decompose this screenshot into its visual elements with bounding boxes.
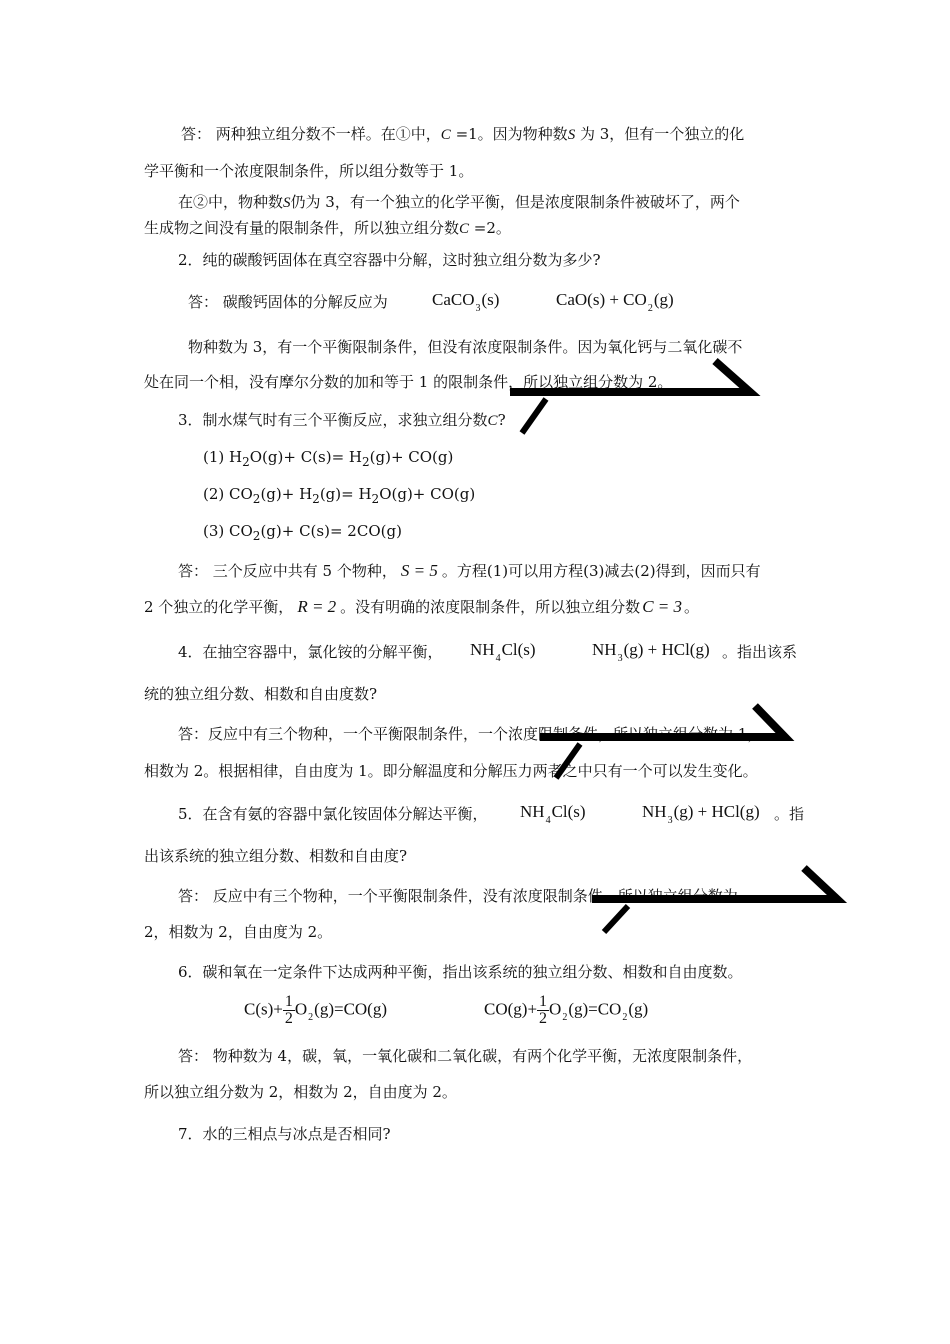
subscript: 2 xyxy=(312,492,320,506)
symbol-s: S xyxy=(567,127,576,143)
q3-answer-line1 xyxy=(178,561,761,581)
q4-question-a: 4．在抽空容器中，氯化铵的分解平衡， xyxy=(178,643,443,661)
numerator: 1 xyxy=(284,993,293,1010)
symbol-c: C xyxy=(440,127,451,143)
denominator: 2 xyxy=(284,1010,293,1027)
q4-question-c: 统的独立组分数、相数和自由度数? xyxy=(144,685,378,703)
q5-answer-line2: 2，相数为 2，自由度为 2。 xyxy=(144,923,333,941)
text: NH xyxy=(592,640,617,659)
q3-reaction-1 xyxy=(203,447,453,468)
q2-answer-prefix: 答： 碳酸钙固体的分解反应为 xyxy=(188,293,388,311)
text: =1。因为物种数 xyxy=(450,125,568,143)
symbol-c: C xyxy=(487,413,498,429)
q5-question-a: 5．在含有氨的容器中氯化铵固体分解达平衡， xyxy=(178,805,488,823)
text: 答： 两种独立组分数不一样。在①中， xyxy=(181,125,441,143)
q3-reaction-3 xyxy=(203,521,402,542)
q6-equation-1 xyxy=(244,994,387,1027)
fraction-half xyxy=(537,994,549,1027)
q2-answer-line2: 处在同一个相，没有摩尔分数的加和等于 1 的限制条件，所以独立组分数为 2。 xyxy=(144,373,673,391)
text: (g) xyxy=(653,290,674,309)
fraction-half xyxy=(283,994,295,1027)
subscript: 2 xyxy=(252,492,261,506)
text: NH xyxy=(642,802,667,821)
text: (g)= H xyxy=(319,485,372,503)
text: 仍为 3，有一个独立的化学平衡，但是浓度限制条件被破坏了，两个 xyxy=(290,193,740,211)
symbol-c: C xyxy=(459,221,470,237)
text: C(s)+ xyxy=(244,999,283,1019)
q2-equation-right xyxy=(556,290,674,313)
q6-answer-line2: 所以独立组分数为 2，相数为 2，自由度为 2。 xyxy=(144,1083,457,1101)
subscript: 2 xyxy=(622,1012,628,1024)
text: NH xyxy=(520,802,545,821)
q6-answer-line1: 答： 物种数为 4，碳，氧，一氧化碳和二氧化碳，有两个化学平衡，无浓度限制条件， xyxy=(178,1047,753,1065)
subscript: 2 xyxy=(252,529,261,543)
subscript: 2 xyxy=(308,1012,314,1024)
q3-reaction-2 xyxy=(203,484,475,505)
q7-question: 7．水的三相点与冰点是否相同? xyxy=(178,1125,391,1143)
subscript: 2 xyxy=(562,1012,568,1024)
subscript: 3 xyxy=(617,653,623,664)
text: 3．制水煤气时有三个平衡反应，求独立组分数 xyxy=(178,411,488,429)
text: (2) CO xyxy=(203,485,253,503)
q5-question-b: 。指 xyxy=(774,805,805,823)
q6-question: 6．碳和氧在一定条件下达成两种平衡，指出该系统的独立组分数、相数和自由度数。 xyxy=(178,963,743,981)
q1-answer-line1 xyxy=(181,124,744,145)
q5-equation-right xyxy=(642,802,760,825)
text: (s) xyxy=(481,290,500,309)
text: ? xyxy=(497,411,506,429)
text: 。 xyxy=(684,598,700,616)
equation-r: R = 2 xyxy=(297,597,337,616)
text: 为 3，但有一个独立的化 xyxy=(575,125,745,143)
q4-answer-line1: 答：反应中有三个物种，一个平衡限制条件，一个浓度限制条件，所以独立组分数为 1， xyxy=(178,725,763,743)
symbol-s: S xyxy=(283,195,291,211)
text: 在②中，物种数 xyxy=(178,193,284,211)
text: 生成物之间没有量的限制条件，所以独立组分数 xyxy=(144,219,460,237)
equilibrium-arrow-icon xyxy=(592,862,852,952)
q6-equation-2 xyxy=(484,994,648,1027)
equilibrium-arrow-icon xyxy=(540,700,810,790)
equation-s: S = 5 xyxy=(400,561,438,580)
text: (g) xyxy=(628,999,649,1019)
text: (1) H xyxy=(203,448,243,466)
text: O(g)+ CO(g) xyxy=(379,485,476,503)
text: 。方程(1)可以用方程(3)减去(2)得到，因而只有 xyxy=(441,562,761,580)
subscript: 4 xyxy=(495,653,501,664)
subscript: 2 xyxy=(371,492,380,506)
q4-question-b: 。指出该系 xyxy=(722,643,798,661)
text: CaCO xyxy=(432,290,475,309)
text: O(g)+ C(s)= H xyxy=(249,448,362,466)
q5-equation-left xyxy=(520,802,586,825)
q1-answer-line3 xyxy=(178,192,740,213)
text: CaO(s) + CO xyxy=(556,290,647,309)
q4-answer-line2: 相数为 2。根据相律，自由度为 1。即分解温度和分解压力两者之中只有一个可以发生变化。 xyxy=(144,762,758,780)
subscript: 2 xyxy=(647,303,653,314)
subscript: 2 xyxy=(242,455,250,469)
subscript: 3 xyxy=(475,303,481,314)
text: (g)+ H xyxy=(260,485,313,503)
text: (g)+ C(s)= 2CO(g) xyxy=(260,522,402,540)
q1-answer-line2: 学平衡和一个浓度限制条件，所以组分数等于 1。 xyxy=(144,162,474,180)
q5-answer-line1: 答： 反应中有三个物种，一个平衡限制条件，没有浓度限制条件。所以独立组分数为 xyxy=(178,887,738,905)
text: (g)=CO(g) xyxy=(314,999,388,1019)
text: NH xyxy=(470,640,495,659)
text: =2。 xyxy=(469,219,511,237)
equation-c: C = 3 xyxy=(642,597,682,616)
text: O xyxy=(549,999,562,1019)
text: 答： 三个反应中共有 5 个物种， xyxy=(178,562,397,580)
subscript: 3 xyxy=(667,815,673,826)
q4-equation-left xyxy=(470,640,536,663)
subscript: 4 xyxy=(545,815,551,826)
text: CO(g)+ xyxy=(484,999,538,1019)
text: (g)+ CO(g) xyxy=(369,448,454,466)
text: 2 个独立的化学平衡， xyxy=(144,598,294,616)
text: (g)=CO xyxy=(568,999,622,1019)
text: Cl(s) xyxy=(501,640,536,659)
text: (g) + HCl(g) xyxy=(673,802,760,821)
q2-equation-left xyxy=(432,290,499,313)
text: 。没有明确的浓度限制条件，所以独立组分数 xyxy=(340,598,641,616)
equilibrium-arrow-icon xyxy=(510,355,760,445)
q4-equation-right xyxy=(592,640,710,663)
subscript: 2 xyxy=(362,455,370,469)
text: O xyxy=(294,999,308,1019)
text: (g) + HCl(g) xyxy=(623,640,710,659)
q2-answer-line1: 物种数为 3，有一个平衡限制条件，但没有浓度限制条件。因为氧化钙与二氧化碳不 xyxy=(188,338,743,356)
denominator: 2 xyxy=(539,1010,548,1027)
text: Cl(s) xyxy=(551,802,586,821)
q1-answer-line4 xyxy=(144,218,511,239)
q3-question xyxy=(178,410,506,431)
text: (3) CO xyxy=(203,522,253,540)
numerator: 1 xyxy=(539,993,548,1010)
q5-question-c: 出该系统的独立组分数、相数和自由度? xyxy=(144,847,408,865)
q2-question: 2．纯的碳酸钙固体在真空容器中分解，这时独立组分数为多少? xyxy=(178,251,601,269)
q3-answer-line2 xyxy=(144,597,699,617)
